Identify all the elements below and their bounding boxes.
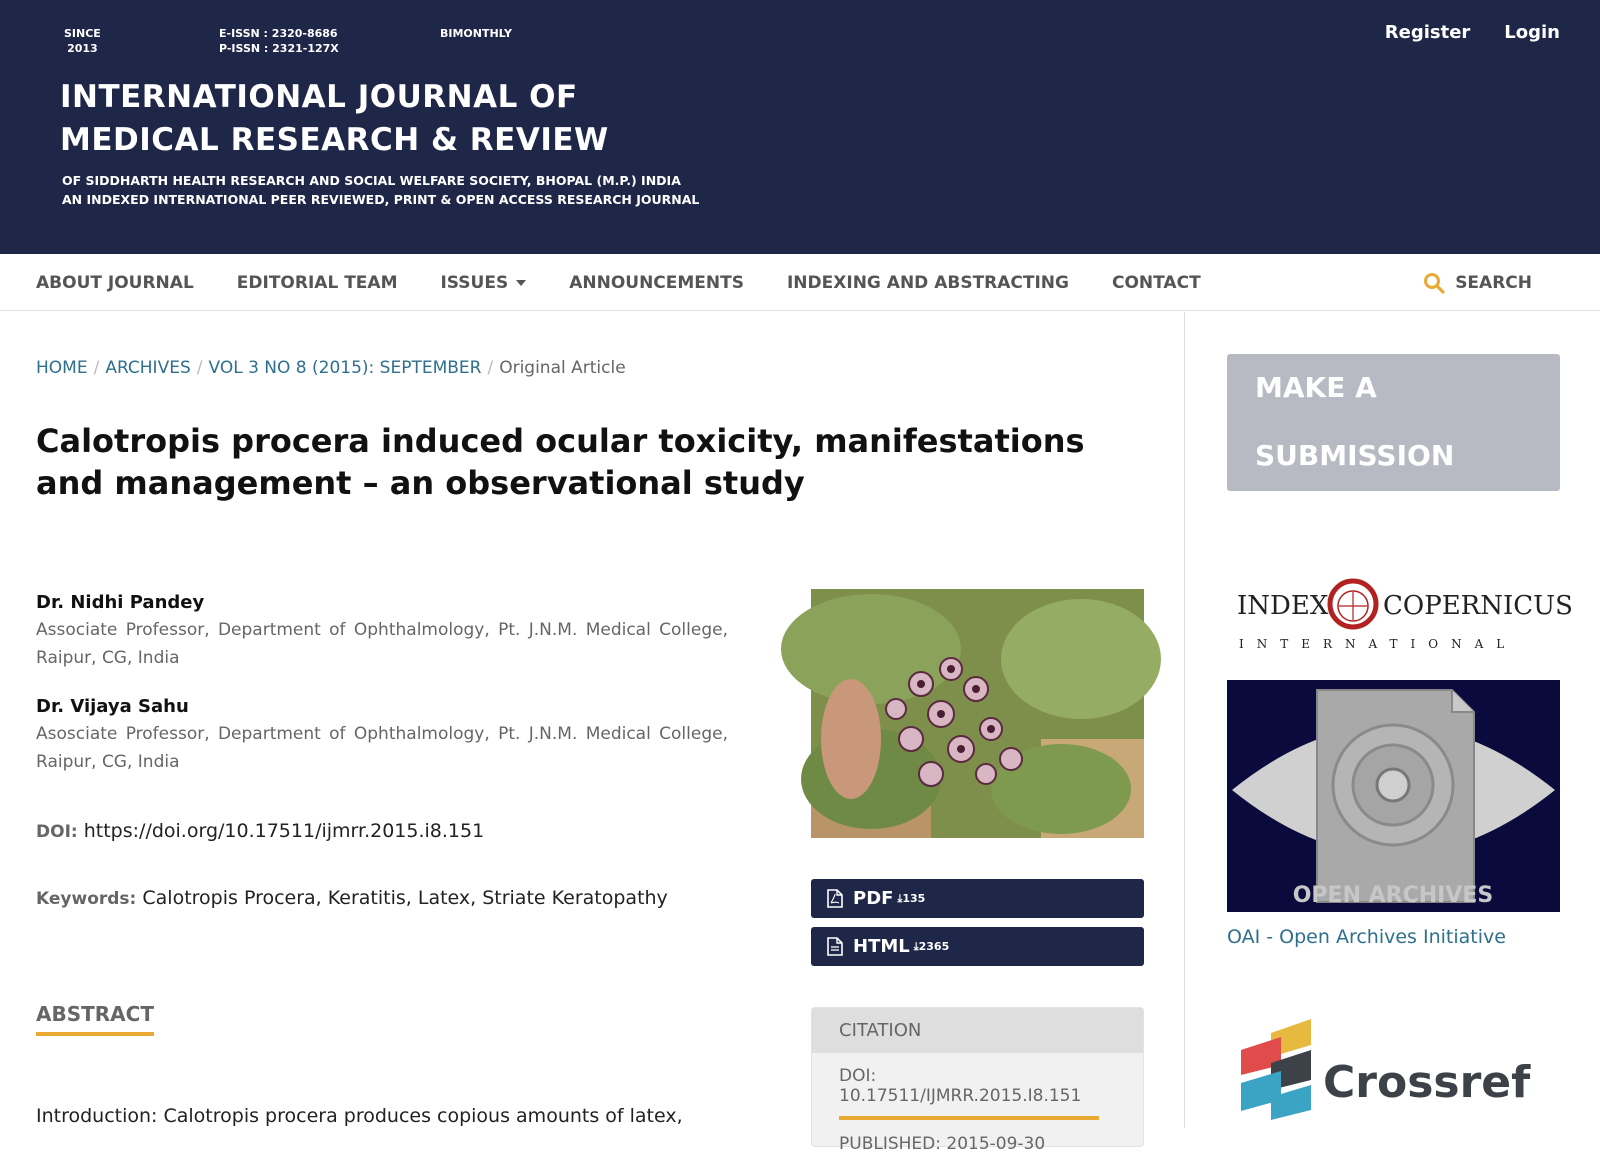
svg-text:Crossref: Crossref [1323, 1057, 1531, 1108]
index-copernicus-logo-image [1227, 574, 1573, 654]
document-icon [827, 937, 843, 956]
abstract-text: Introduction: Calotropis procera produces copious amounts of latex, [36, 1105, 683, 1127]
register-link[interactable]: Register [1384, 22, 1471, 43]
pdf-download-button[interactable]: PDF ⤓135 [811, 879, 1144, 918]
open-archives-logo[interactable] [1227, 680, 1560, 912]
issue-cover-image[interactable] [811, 589, 1144, 838]
pdf-download-count: ⤓135 [897, 891, 926, 905]
since-label: SINCE 2013 [64, 27, 101, 55]
open-archives-eye-icon [1227, 680, 1560, 912]
sidebar [1186, 312, 1600, 1128]
html-view-count: ⤓2365 [913, 939, 950, 953]
citation-doi: DOI: 10.17511/IJMRR.2015.I8.151 [839, 1066, 1082, 1106]
author-affiliation: Associate Professor, Department of Ophthalmology, Pt. J.N.M. Medical College, Raipur, CG, India [36, 620, 728, 668]
crossref-logo[interactable] [1241, 1015, 1551, 1125]
breadcrumb-issue[interactable]: VOL 3 NO 8 (2015): SEPTEMBER [208, 358, 482, 378]
svg-text:INDEX: INDEX [1237, 591, 1329, 621]
breadcrumb-archives[interactable]: ARCHIVES [105, 358, 191, 378]
article-title: Calotropis procera induced ocular toxicity, manifestations and management – an observational study [36, 422, 1085, 502]
pdf-file-icon [827, 889, 843, 908]
keywords-value: Calotropis Procera, Keratitis, Latex, Striate Keratopathy [142, 887, 668, 909]
download-icon: ⤓ [897, 891, 903, 905]
primary-nav [0, 254, 1600, 311]
download-icon: ⤓ [913, 939, 919, 953]
nav-contact[interactable]: CONTACT [1112, 272, 1201, 293]
author-item [36, 694, 728, 776]
citation-heading: CITATION [812, 1008, 1143, 1053]
svg-text:COPERNICUS: COPERNICUS [1383, 591, 1573, 621]
journal-subtitle: OF SIDDHARTH HEALTH RESEARCH AND SOCIAL WELFARE SOCIETY, BHOPAL (M.P.) INDIA AN INDEXED INTERNATIONAL PEER REVIEWED, PRINT & OPEN ACCESS RESEARCH JOURNAL [62, 173, 700, 207]
nav-editorial-team[interactable]: EDITORIAL TEAM [236, 272, 398, 293]
svg-text:INTERNATIONAL: INTERNATIONAL [1239, 637, 1518, 651]
keywords-row [36, 887, 668, 909]
author-name: Dr. Vijaya Sahu [36, 696, 189, 717]
frequency-label: BIMONTHLY [440, 27, 512, 40]
caret-down-icon [516, 280, 526, 286]
make-submission-button[interactable]: MAKE A SUBMISSION [1227, 354, 1560, 491]
index-copernicus-logo[interactable] [1227, 574, 1573, 654]
masthead [0, 0, 1600, 254]
nav-about-journal[interactable]: ABOUT JOURNAL [36, 272, 194, 293]
doi-label: DOI: [36, 822, 78, 842]
login-link[interactable]: Login [1504, 22, 1560, 43]
author-item [36, 590, 728, 672]
doi-link[interactable]: https://doi.org/10.17511/ijmrr.2015.i8.151 [83, 820, 485, 842]
keywords-label: Keywords: [36, 889, 137, 909]
user-links [1385, 22, 1560, 43]
journal-title[interactable]: INTERNATIONAL JOURNAL OF MEDICAL RESEARCH & REVIEW [60, 79, 609, 158]
author-name: Dr. Nidhi Pandey [36, 592, 205, 613]
doi-row [36, 820, 484, 842]
breadcrumb-home[interactable]: HOME [36, 358, 88, 378]
citation-published: PUBLISHED: 2015-09-30 [839, 1134, 1046, 1154]
oai-link[interactable]: OAI - Open Archives Initiative [1227, 926, 1506, 948]
main-content [0, 312, 1185, 1154]
nav-announcements[interactable]: ANNOUNCEMENTS [569, 272, 744, 293]
author-affiliation: Asosciate Professor, Department of Ophthalmology, Pt. J.N.M. Medical College, Raipur, CG, India [36, 724, 728, 772]
breadcrumb-current: Original Article [499, 358, 626, 378]
breadcrumb: HOME / ARCHIVES / VOL 3 NO 8 (2015): SEPTEMBER / Original Article [36, 358, 626, 378]
search-link[interactable]: SEARCH [1423, 254, 1532, 311]
author-list [36, 590, 728, 798]
svg-text:OPEN ARCHIVES: OPEN ARCHIVES [1292, 883, 1494, 908]
abstract-heading: ABSTRACT [36, 1002, 154, 1036]
crossref-logo-image [1241, 1015, 1551, 1125]
html-view-button[interactable]: HTML ⤓2365 [811, 927, 1144, 966]
search-icon [1423, 272, 1445, 294]
issn-label: E-ISSN : 2320-8686 P-ISSN : 2321-127X [219, 27, 339, 55]
nav-issues[interactable]: ISSUES [440, 273, 526, 293]
citation-panel [811, 1007, 1144, 1154]
nav-indexing[interactable]: INDEXING AND ABSTRACTING [786, 272, 1069, 293]
plant-flowers-image [811, 589, 1144, 838]
